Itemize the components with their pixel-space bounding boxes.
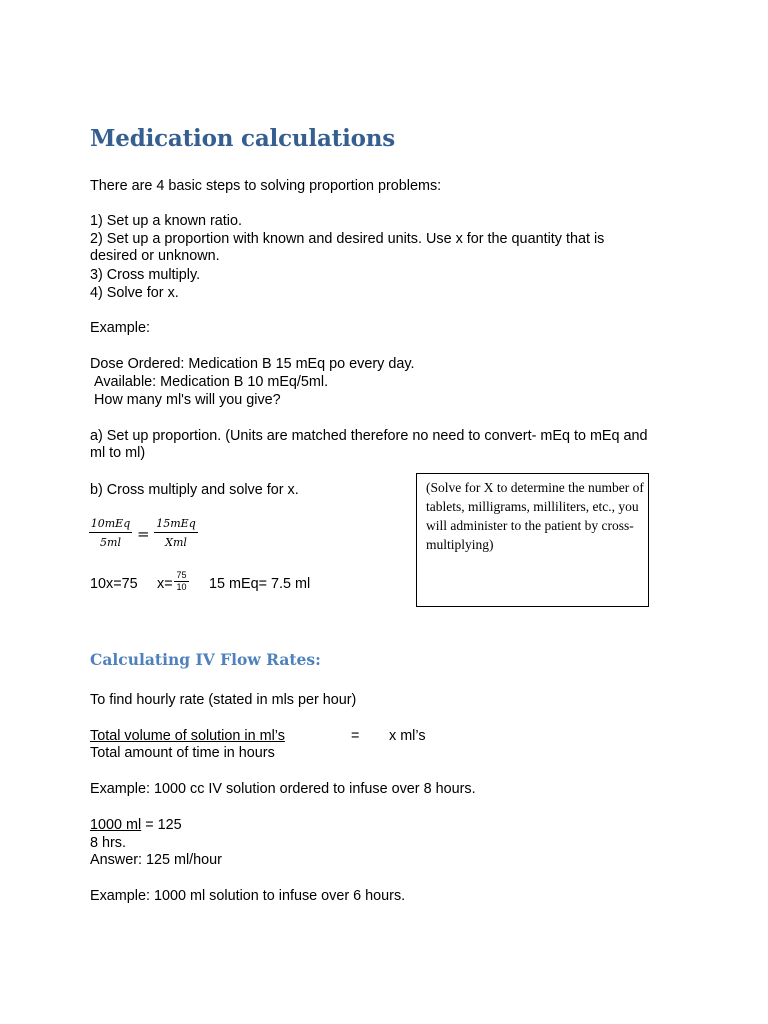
iv-answer: Answer: 125 ml/hour — [90, 852, 222, 868]
proportion-equals: = — [137, 525, 150, 543]
dose-ordered: Dose Ordered: Medication B 15 mEq po every day. — [90, 356, 415, 372]
iv-hourly-text: To find hourly rate (stated in mls per hour) — [90, 692, 357, 708]
intro-text: There are 4 basic steps to solving proportion problems: — [90, 178, 442, 194]
iv-calc-denominator: 8 hrs. — [90, 835, 126, 851]
proportion-left-denominator: 5ml — [100, 536, 121, 549]
solution-x-numerator: 75 — [174, 570, 189, 582]
step-2: 2) Set up a proportion with known and desired units. Use x for the quantity that is — [90, 231, 605, 247]
proportion-right-numerator: 15mEq — [154, 517, 198, 533]
iv-example-1: Example: 1000 cc IV solution ordered to infuse over 8 hours. — [90, 781, 476, 797]
solution-result: 15 mEq= 7.5 ml — [209, 576, 311, 592]
step-b: b) Cross multiply and solve for x. — [90, 482, 299, 498]
note-callout-text: (Solve for X to determine the number of tablets, milligrams, milliliters, etc., you will administer to the patient by cross- multiplying) — [426, 480, 644, 552]
dose-available: Available: Medication B 10 mEq/5ml. — [94, 374, 329, 390]
page-title: Medication calculations — [90, 125, 396, 152]
step-3: 3) Cross multiply. — [90, 267, 201, 283]
note-callout-box — [416, 473, 649, 607]
iv-formula-numerator: Total volume of solution in ml’s — [90, 728, 285, 744]
example-label: Example: — [90, 320, 150, 336]
solution-x-denominator: 10 — [176, 582, 187, 592]
proportion-right-fraction — [154, 517, 198, 549]
proportion-left-numerator: 10mEq — [89, 517, 132, 533]
solution-eq1: 10x=75 — [90, 576, 138, 592]
step-2-cont: desired or unknown. — [90, 248, 220, 264]
step-1: 1) Set up a known ratio. — [90, 213, 242, 229]
iv-formula-equals: = — [351, 728, 360, 744]
step-a-line1: a) Set up proportion. (Units are matched therefore no need to convert- mEq to mEq and — [90, 428, 648, 444]
solution-x-label: x= — [157, 576, 173, 592]
iv-calc-numerator: 1000 ml — [90, 817, 142, 833]
iv-formula-result: x ml’s — [389, 728, 426, 744]
iv-calc-line — [90, 816, 182, 834]
iv-section-heading: Calculating IV Flow Rates: — [90, 650, 321, 669]
iv-example-2: Example: 1000 ml solution to infuse over 6 hours. — [90, 888, 406, 904]
iv-formula-denominator: Total amount of time in hours — [90, 745, 275, 761]
step-4: 4) Solve for x. — [90, 285, 179, 301]
proportion-right-denominator: Xml — [165, 536, 187, 549]
proportion-left-fraction — [89, 517, 132, 549]
step-a-line2: ml to ml) — [90, 445, 146, 461]
solution-x-fraction — [174, 570, 189, 593]
dose-question: How many ml's will you give? — [94, 392, 281, 408]
iv-calc-result: = 125 — [141, 817, 182, 833]
